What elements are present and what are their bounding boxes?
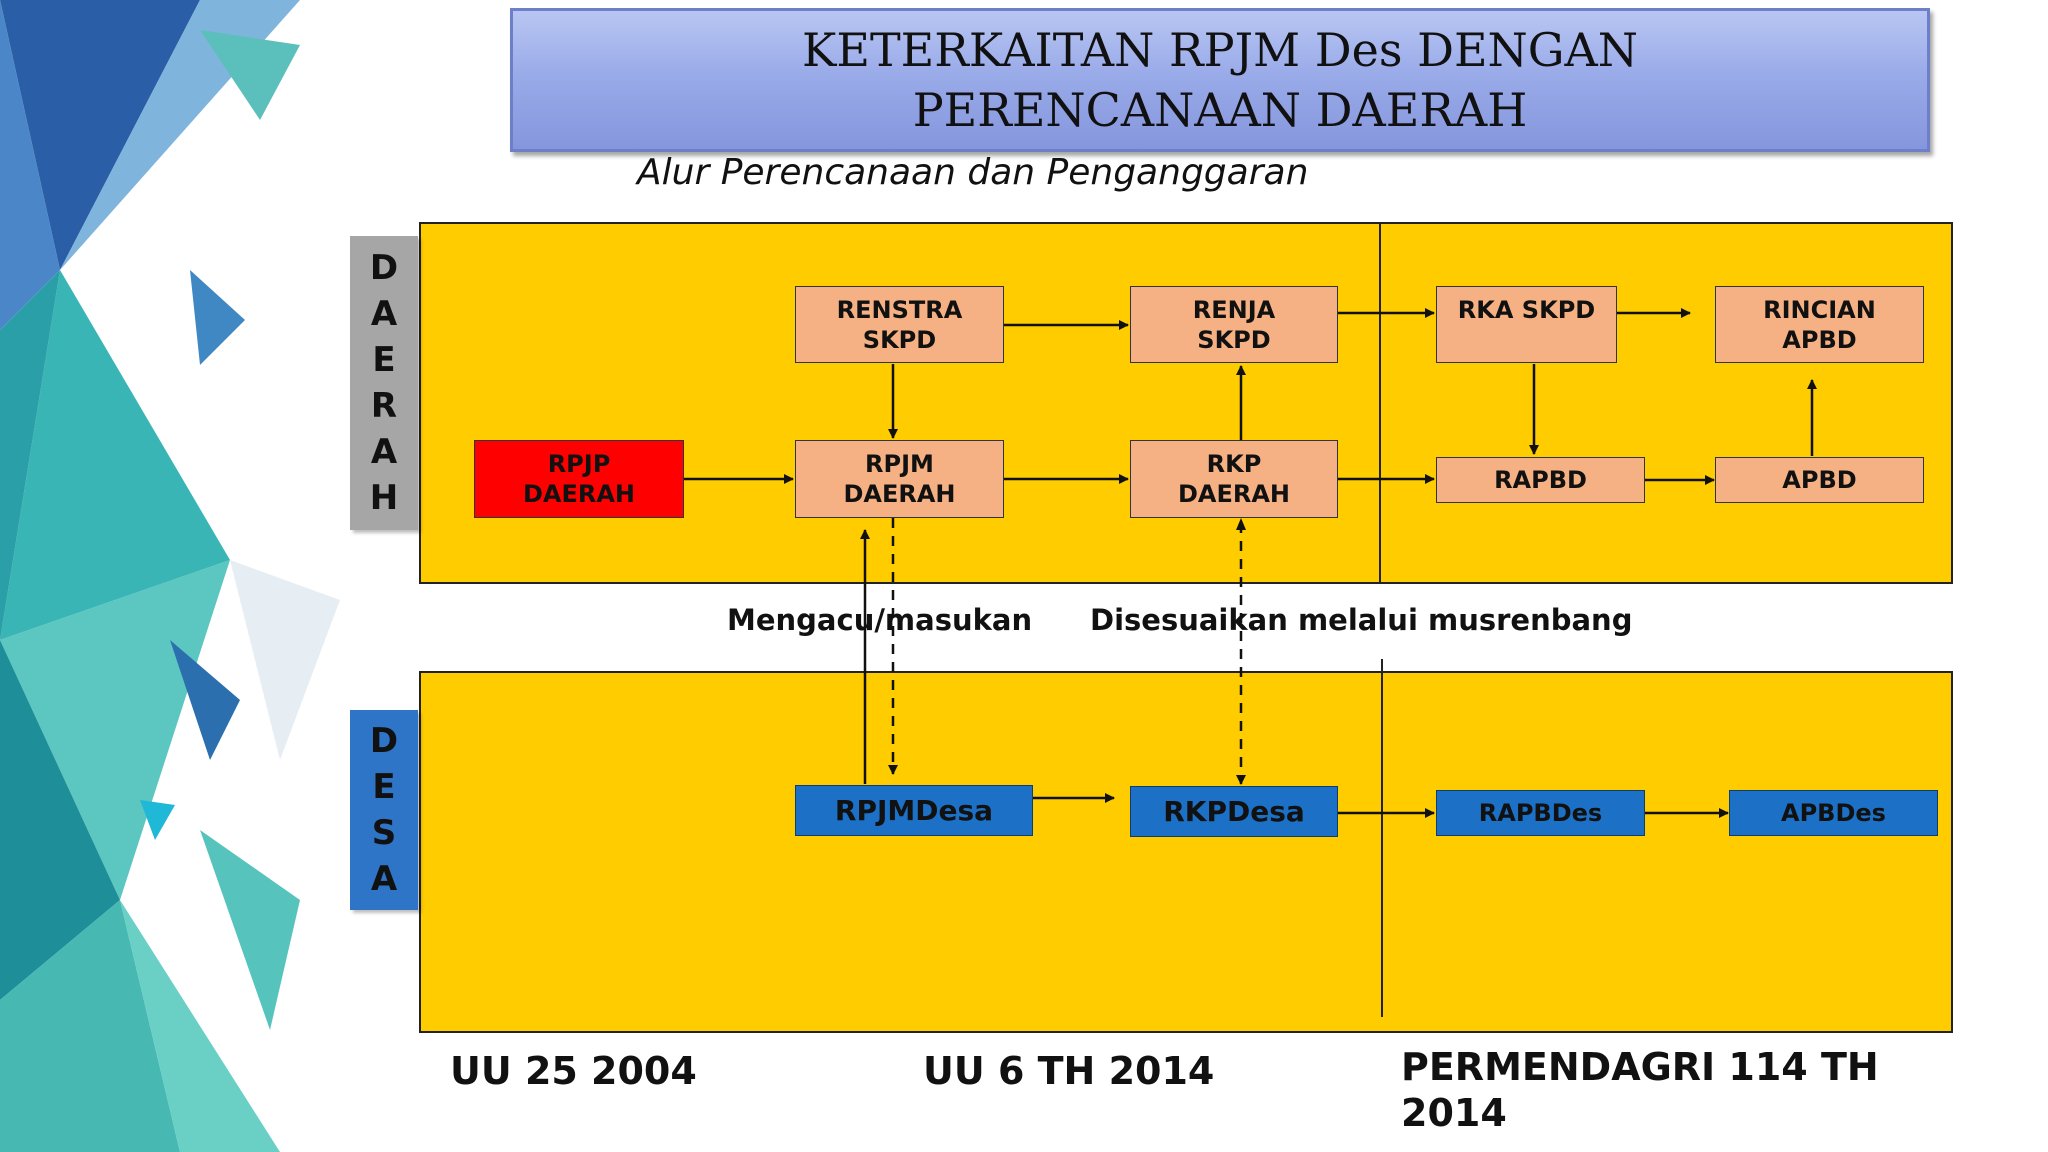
side-letter: A [370,294,398,334]
daerah-panel-divider [1379,222,1381,582]
box-rkpdesa: RKPDesa [1130,786,1338,837]
title-line-2: PERENCANAAN DAERAH [912,83,1528,137]
side-letter: E [372,767,396,807]
label-mengacu-masukan: Mengacu/masukan [727,603,1033,637]
decorative-triangles [0,0,340,1152]
label-disesuaikan-musrenbang: Disesuaikan melalui musrenbang [1090,603,1633,637]
box-renstra-skpd: RENSTRA SKPD [795,286,1004,363]
box-rincian-apbd: RINCIAN APBD [1715,286,1924,363]
side-letter: R [370,386,398,426]
side-letter: E [372,340,396,380]
law-uu6: UU 6 TH 2014 [923,1049,1215,1093]
box-rpjm-daerah: RPJM DAERAH [795,440,1004,518]
box-rpjmdesa: RPJMDesa [795,785,1033,836]
law-permendagri: PERMENDAGRI 114 TH 2014 [1401,1045,1879,1135]
box-renja-skpd: RENJA SKPD [1130,286,1338,363]
box-rpjp-daerah: RPJP DAERAH [474,440,684,518]
desa-panel-divider [1381,659,1383,1017]
box-rapbd: RAPBD [1436,457,1645,503]
box-rka-skpd: RKA SKPD [1436,286,1617,363]
daerah-panel [419,222,1953,584]
law-uu25: UU 25 2004 [450,1049,697,1093]
side-letter: A [370,859,398,899]
side-letter: S [371,813,397,853]
box-rkp-daerah: RKP DAERAH [1130,440,1338,518]
desa-panel [419,671,1953,1033]
box-apbdes: APBDes [1729,790,1938,836]
side-letter: D [369,721,399,761]
subtitle: Alur Perencanaan dan Penganggaran [637,152,1309,193]
box-apbd: APBD [1715,457,1924,503]
side-letter: D [369,248,399,288]
side-letter: A [370,432,398,472]
title-banner [510,8,1930,152]
side-letter: H [369,478,399,518]
side-label-daerah [350,236,418,530]
box-rapbdes: RAPBDes [1436,790,1645,836]
side-label-desa [350,710,418,910]
title-line-1: KETERKAITAN RPJM Des DENGAN [802,23,1638,77]
